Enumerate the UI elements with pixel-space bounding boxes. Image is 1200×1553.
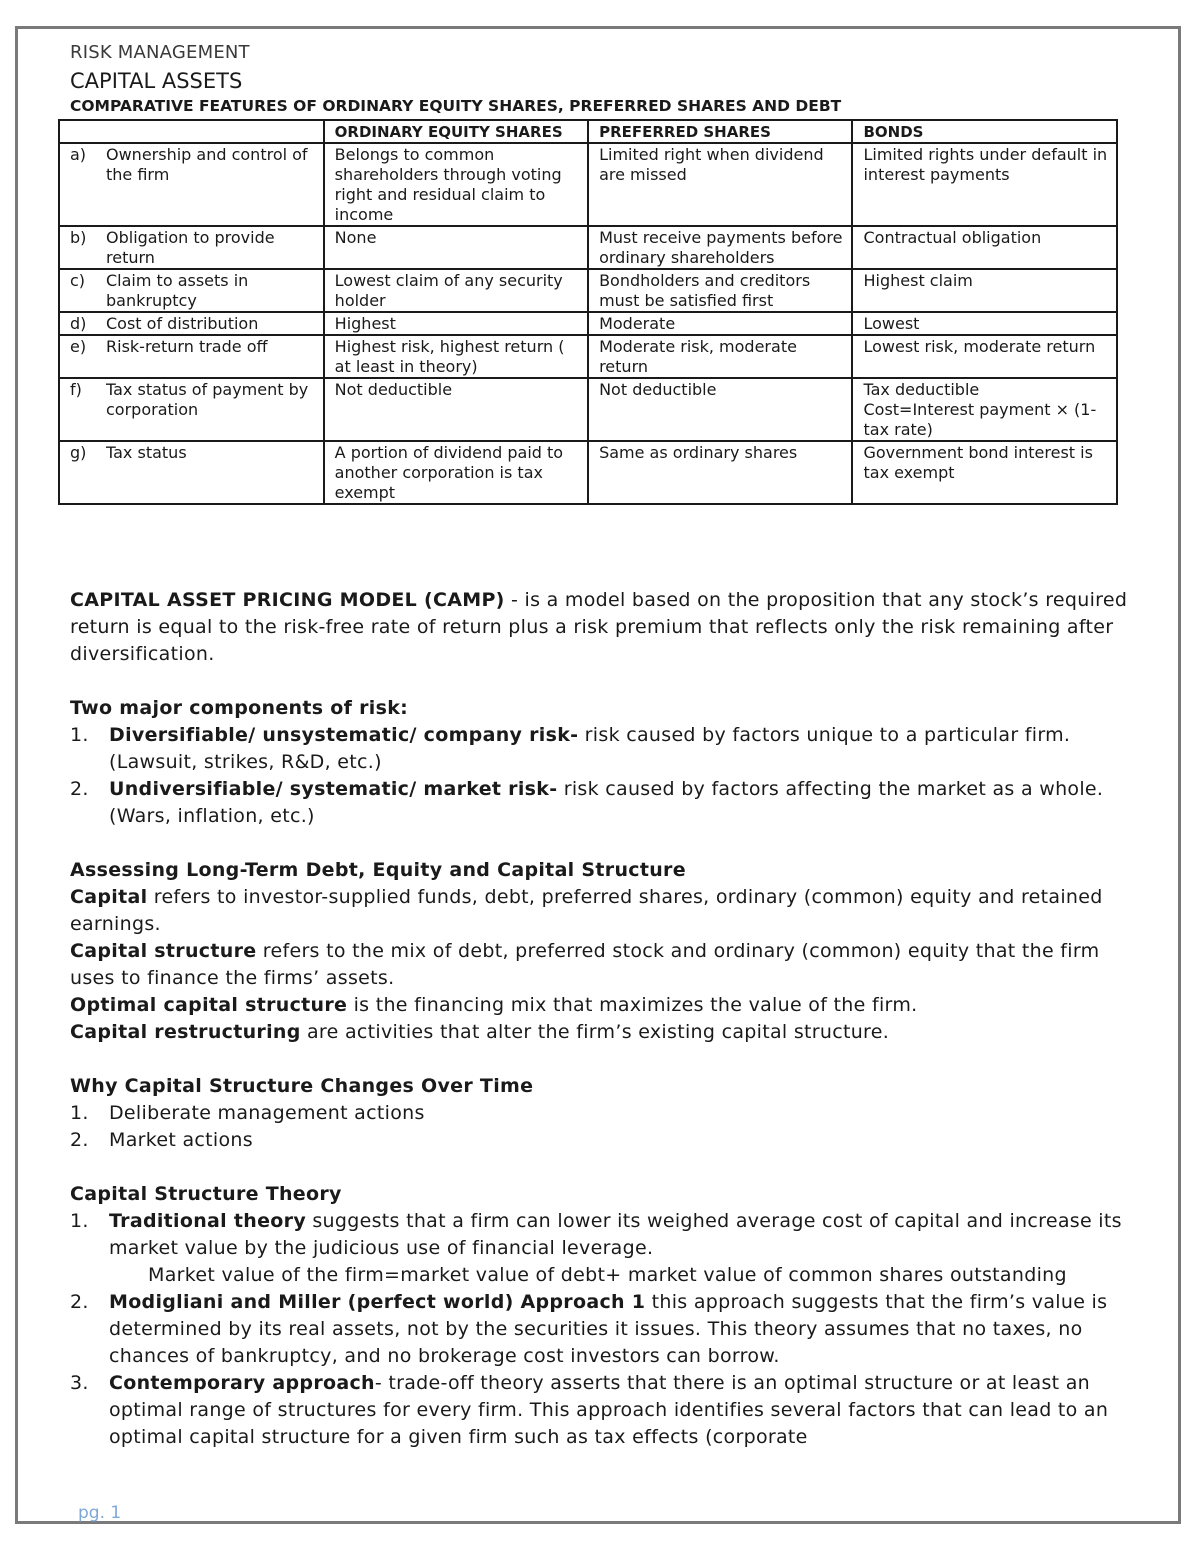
table-row [59,269,1117,312]
definition-term: Capital structure [70,940,257,962]
list-item [70,1208,1135,1262]
feature-cell [59,335,324,378]
feature-label: Cost of distribution [106,314,259,333]
definition-text: refers to investor-supplied funds, debt, preferred shares, ordinary (common) equity and retained earnings. [70,886,1103,935]
page-title: CAPITAL ASSETS [70,69,243,93]
definition-text: are activities that alter the firm’s existing capital structure. [300,1021,890,1043]
list-text: risk caused by factors affecting the market as a whole. (Wars, inflation, etc.) [109,778,1104,827]
capm-term: CAPITAL ASSET PRICING MODEL (CAMP) [70,589,505,611]
table-row [59,143,1117,226]
equity-cell: Highest risk, highest return ( at least in theory) [324,335,588,378]
preferred-cell: Moderate risk, moderate return [588,335,852,378]
list-item [70,1127,1135,1154]
bonds-cell: Contractual obligation [852,226,1117,269]
bonds-cell: Highest claim [852,269,1117,312]
column-header [59,120,324,143]
preferred-cell: Same as ordinary shares [588,441,852,504]
feature-cell [59,312,324,335]
risk-heading: Two major components of risk: [70,697,409,719]
list-item [70,1289,1135,1370]
list-number: 1. [70,1210,89,1232]
feature-label: Tax status [106,443,187,462]
definition-term: Optimal capital structure [70,994,348,1016]
theory-list-continued [70,1289,1135,1451]
equity-cell: Not deductible [324,378,588,441]
feature-cell [59,143,324,226]
section-header: RISK MANAGEMENT [70,42,250,63]
list-number: 2. [70,1291,89,1313]
list-number: 1. [70,724,89,746]
risk-list [70,722,1135,830]
bonds-formula: Cost=Interest payment × (1-tax rate) [863,400,1097,439]
page-number: pg. 1 [78,1503,122,1523]
list-text: Deliberate management actions [109,1102,425,1124]
feature-cell [59,226,324,269]
definition-term: Capital restructuring [70,1021,301,1043]
definition [70,992,1135,1019]
row-key: g) [70,443,87,462]
bonds-text: Tax deductible [863,380,980,399]
definition [70,1019,1135,1046]
feature-label: Ownership and control of the firm [106,145,308,184]
list-term: Undiversifiable/ systematic/ market risk- [109,778,558,800]
list-text: - trade-off theory asserts that there is an optimal structure or at least an optimal range of structures for every firm. This approach identifies several factors that can lead to an optimal capital structure for a given firm such as tax effects (corporate [109,1372,1109,1448]
list-number: 2. [70,778,89,800]
row-key: c) [70,271,86,290]
column-header: PREFERRED SHARES [588,120,852,143]
preferred-cell: Bondholders and creditors must be satisfied first [588,269,852,312]
bonds-cell: Lowest risk, moderate return [852,335,1117,378]
definition-term: Capital [70,886,148,908]
document-body [70,587,1135,1451]
table-row [59,226,1117,269]
feature-cell [59,441,324,504]
document-header [70,42,1135,115]
feature-label: Obligation to provide return [106,228,275,267]
list-number: 1. [70,1102,89,1124]
feature-cell [59,269,324,312]
bonds-cell: Government bond interest is tax exempt [852,441,1117,504]
column-header: BONDS [852,120,1117,143]
list-item [70,722,1135,776]
formula-text: Market value of the firm=market value of debt+ market value of common shares outstanding [148,1264,1067,1286]
why-heading: Why Capital Structure Changes Over Time [70,1075,534,1097]
preferred-cell: Limited right when dividend are missed [588,143,852,226]
equity-cell: Highest [324,312,588,335]
theory-list [70,1208,1135,1262]
theory-heading: Capital Structure Theory [70,1183,342,1205]
feature-label: Risk-return trade off [106,337,268,356]
equity-cell: Belongs to common shareholders through voting right and residual claim to income [324,143,588,226]
capm-paragraph [70,587,1135,668]
list-term: Contemporary approach [109,1372,375,1394]
preferred-cell: Must receive payments before ordinary shareholders [588,226,852,269]
table-title: COMPARATIVE FEATURES OF ORDINARY EQUITY SHARES, PREFERRED SHARES AND DEBT [70,97,842,115]
feature-cell [59,378,324,441]
equity-cell: None [324,226,588,269]
bonds-cell: Lowest [852,312,1117,335]
equity-cell: A portion of dividend paid to another corporation is tax exempt [324,441,588,504]
list-text: risk caused by factors unique to a particular firm. (Lawsuit, strikes, R&D, etc.) [109,724,1071,773]
row-key: e) [70,337,87,356]
preferred-cell: Moderate [588,312,852,335]
list-text: Market actions [109,1129,253,1151]
table-row [59,441,1117,504]
list-item [70,776,1135,830]
list-text: suggests that a firm can lower its weighed average cost of capital and increase its market value by the judicious use of financial leverage. [109,1210,1122,1259]
capm-definition: - is a model based on the proposition that any stock’s required return is equal to the risk-free rate of return plus a risk premium that reflects only the risk remaining after diversification. [70,589,1128,665]
table-row [59,378,1117,441]
list-number: 2. [70,1129,89,1151]
preferred-cell: Not deductible [588,378,852,441]
column-header: ORDINARY EQUITY SHARES [324,120,588,143]
assessing-heading: Assessing Long-Term Debt, Equity and Capital Structure [70,859,686,881]
bonds-cell [852,378,1117,441]
table-header-row [59,120,1117,143]
list-text: this approach suggests that the firm’s value is determined by its real assets, not by the securities it issues. This theory assumes that no taxes, no chances of bankruptcy, and no brokerage cost investors can borrow. [109,1291,1108,1367]
definition-text: refers to the mix of debt, preferred stock and ordinary (common) equity that the firm uses to finance the firms’ assets. [70,940,1100,989]
table-row [59,335,1117,378]
why-list [70,1100,1135,1154]
list-term: Traditional theory [109,1210,307,1232]
definition [70,938,1135,992]
definition-text: is the financing mix that maximizes the value of the firm. [347,994,918,1016]
list-item [70,1100,1135,1127]
list-term: Modigliani and Miller (perfect world) Approach 1 [109,1291,646,1313]
definition [70,884,1135,938]
list-term: Diversifiable/ unsystematic/ company risk- [109,724,579,746]
equity-cell: Lowest claim of any security holder [324,269,588,312]
list-number: 3. [70,1372,89,1394]
row-key: b) [70,228,87,247]
row-key: f) [70,380,82,399]
bonds-cell: Limited rights under default in interest payments [852,143,1117,226]
feature-label: Claim to assets in bankruptcy [106,271,249,310]
list-item [70,1370,1135,1451]
row-key: d) [70,314,87,333]
comparison-table [58,119,1118,505]
row-key: a) [70,145,87,164]
table-row [59,312,1117,335]
feature-label: Tax status of payment by corporation [106,380,309,419]
